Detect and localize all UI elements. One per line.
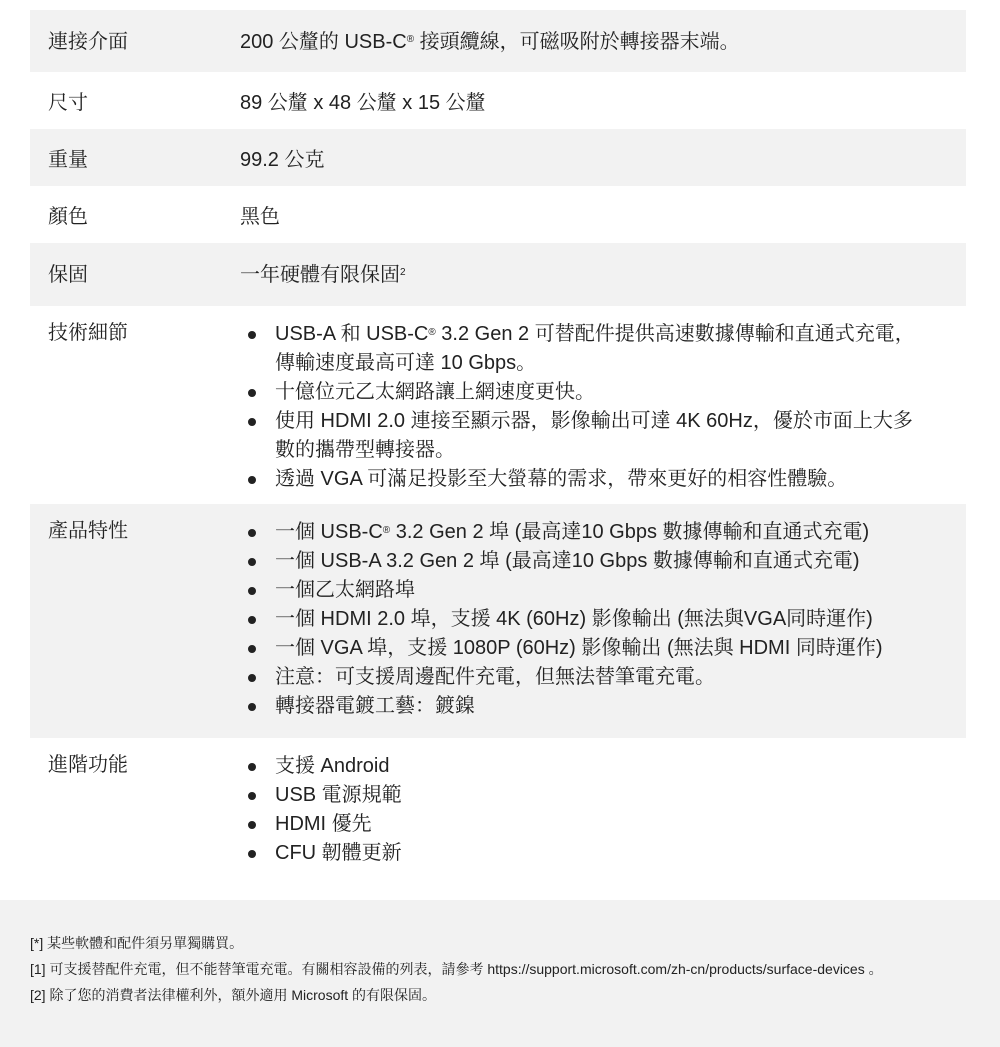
spec-label-dimensions: 尺寸 — [48, 92, 88, 114]
spec-row-features — [30, 504, 966, 738]
list-item: 一個 USB-A 3.2 Gen 2 埠 (最高達10 Gbps 數據傳輸和直通式充電) — [240, 547, 956, 576]
spec-label-connection: 連接介面 — [48, 31, 128, 53]
spec-label-tech: 技術細節 — [48, 322, 128, 344]
spec-value-tech — [240, 320, 966, 494]
spec-value-features — [240, 518, 966, 721]
footnote-general: [*] 某些軟體和配件須另單獨購買。 — [30, 935, 244, 951]
spec-label-color: 顏色 — [48, 206, 88, 228]
spec-label-weight: 重量 — [48, 149, 88, 171]
advanced-list — [240, 752, 956, 868]
list-item: USB-A 和 USB-C® 3.2 Gen 2 可替配件提供高速數據傳輸和直通式充電， 傳輸速度最高可達 10 Gbps。 — [240, 320, 956, 378]
footnote-2: [2] 除了您的消費者法律權利外，額外適用 Microsoft 的有限保固。 — [30, 987, 437, 1003]
list-item: 透過 VGA 可滿足投影至大螢幕的需求，帶來更好的相容性體驗。 — [240, 465, 956, 494]
spec-row-tech — [30, 306, 966, 504]
spec-value-connection — [240, 29, 966, 55]
footnotes — [0, 900, 1000, 1047]
spec-value-warranty — [240, 262, 966, 288]
spec-label-features: 產品特性 — [48, 520, 128, 542]
list-item: 支援 Android — [240, 752, 956, 781]
spec-value-dimensions: 89 公釐 x 48 公釐 x 15 公釐 — [240, 92, 486, 114]
list-item: 一個 HDMI 2.0 埠，支援 4K (60Hz) 影像輸出 (無法與VGA同時運作) — [240, 605, 956, 634]
warranty-text: 一年硬體有限保固 — [240, 264, 400, 286]
tech-list — [240, 320, 956, 494]
features-list — [240, 518, 956, 721]
spec-row-warranty — [30, 243, 966, 306]
footnote-ref: 2 — [400, 267, 406, 278]
list-item: HDMI 優先 — [240, 810, 956, 839]
list-item: 十億位元乙太網路讓上網速度更快。 — [240, 378, 956, 407]
list-item: 轉接器電鍍工藝：鍍鎳 — [240, 692, 956, 721]
spec-row-weight — [30, 129, 966, 186]
registered-mark: ® — [406, 34, 415, 45]
list-item: 一個 USB-C® 3.2 Gen 2 埠 (最高達10 Gbps 數據傳輸和直通式充電) — [240, 518, 956, 547]
connection-text: 200 公釐的 USB-C — [240, 31, 407, 53]
list-item: 注意：可支援周邊配件充電，但無法替筆電充電。 — [240, 663, 956, 692]
spec-row-connection — [30, 10, 966, 72]
spec-label-warranty: 保固 — [48, 264, 88, 286]
list-item: 一個 VGA 埠，支援 1080P (60Hz) 影像輸出 (無法與 HDMI 同時運作) — [240, 634, 956, 663]
spec-value-color: 黑色 — [240, 206, 280, 228]
footnote-1: [1] 可支援替配件充電，但不能替筆電充電。有關相容設備的列表，請參考 https://support.microsoft.com/zh-cn/products/surface-devices 。 — [30, 961, 883, 977]
list-item: CFU 韌體更新 — [240, 839, 956, 868]
spec-table — [30, 10, 966, 883]
spec-row-color — [30, 186, 966, 243]
list-item: USB 電源規範 — [240, 781, 956, 810]
list-item: 使用 HDMI 2.0 連接至顯示器，影像輸出可達 4K 60Hz，優於市面上大多 數的攜帶型轉接器。 — [240, 407, 956, 465]
spec-value-weight: 99.2 公克 — [240, 149, 325, 171]
spec-row-dimensions — [30, 72, 966, 129]
spec-value-advanced — [240, 752, 966, 868]
connection-text-rest: 接頭纜線，可磁吸附於轉接器末端。 — [414, 31, 740, 53]
list-item: 一個乙太網路埠 — [240, 576, 956, 605]
spec-label-advanced: 進階功能 — [48, 754, 128, 776]
spec-row-advanced — [30, 738, 966, 883]
